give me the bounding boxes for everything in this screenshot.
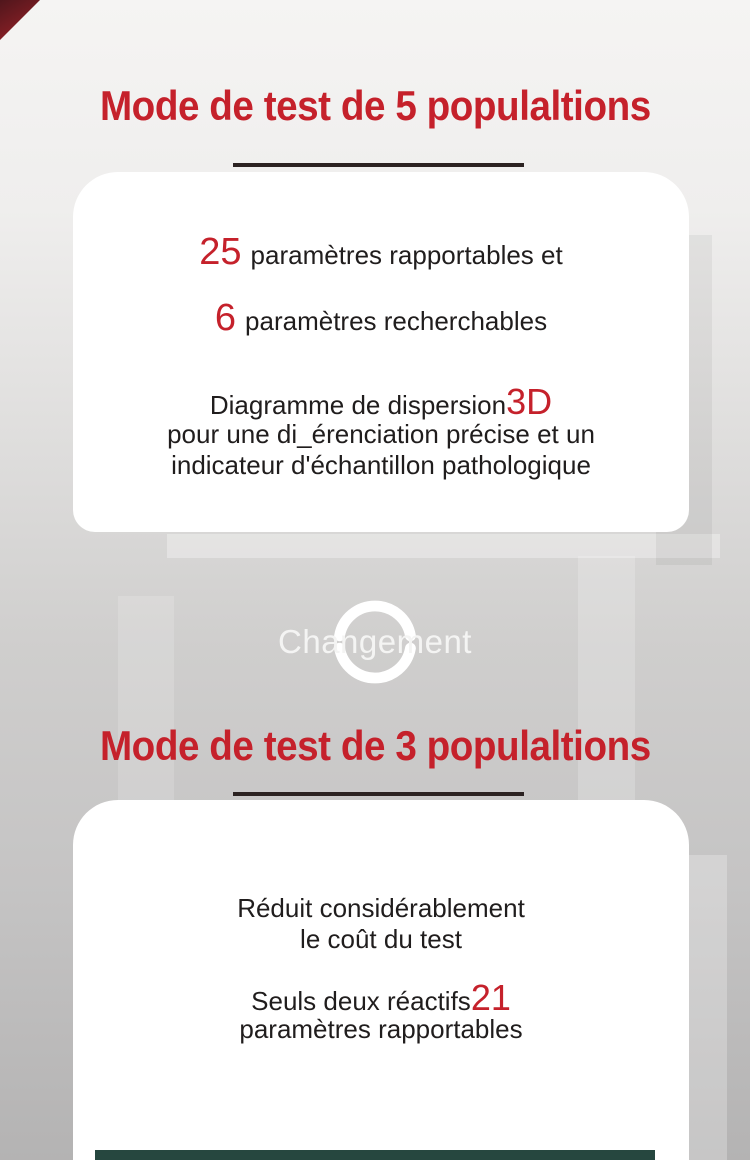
- pathological-indicator-text: indicateur d'échantillon pathologique: [171, 450, 591, 480]
- bottom-accent-bar: [95, 1150, 655, 1160]
- card-bottom-line-4: [73, 1014, 689, 1045]
- searchable-parameters-text: paramètres recherchables: [245, 306, 548, 336]
- card-top-line-1: [73, 230, 689, 274]
- card-top-line-2: [73, 296, 689, 340]
- searchable-parameters-count: 6: [214, 297, 237, 339]
- section-bottom-title: [0, 718, 750, 774]
- cost-reduction-text-2: le coût du test: [300, 924, 462, 954]
- card-top-line-4-5: [73, 419, 689, 481]
- section-top-title: [0, 78, 750, 134]
- card-top: [73, 172, 689, 532]
- switcher-label: Changement: [278, 623, 472, 660]
- card-bottom: [73, 800, 689, 1160]
- section-bottom-title-text: Mode de test de 3 populaltions: [99, 722, 651, 769]
- card-top-line-3: [73, 380, 689, 424]
- cost-reduction-text: Réduit considérablement: [237, 893, 525, 923]
- bg-band-card2-right: [687, 855, 727, 1160]
- section-top-title-text: Mode de test de 5 populaltions: [99, 82, 651, 129]
- reportable-parameters-text-2: paramètres rapportables: [239, 1014, 523, 1044]
- reportable-parameters-count: 25: [199, 231, 242, 273]
- scatter-diagram-text: Diagramme de dispersion: [209, 390, 507, 420]
- scatter-diagram-3d-highlight: 3D: [506, 381, 553, 422]
- two-reagents-text: Seuls deux réactifs: [251, 986, 471, 1016]
- mode-switcher[interactable]: [0, 592, 750, 692]
- divider-line-bottom: [233, 792, 524, 796]
- corner-accent-triangle: [0, 0, 40, 40]
- divider-line-top: [233, 163, 524, 167]
- reportable-parameters-text: paramètres rapportables et: [250, 240, 563, 270]
- card-bottom-line-1-2: [73, 893, 689, 955]
- reportable-parameters-count-2: 21: [470, 977, 511, 1018]
- differentiation-text: pour une di_érenciation précise et un: [167, 419, 595, 449]
- bg-band-under-card: [167, 534, 720, 558]
